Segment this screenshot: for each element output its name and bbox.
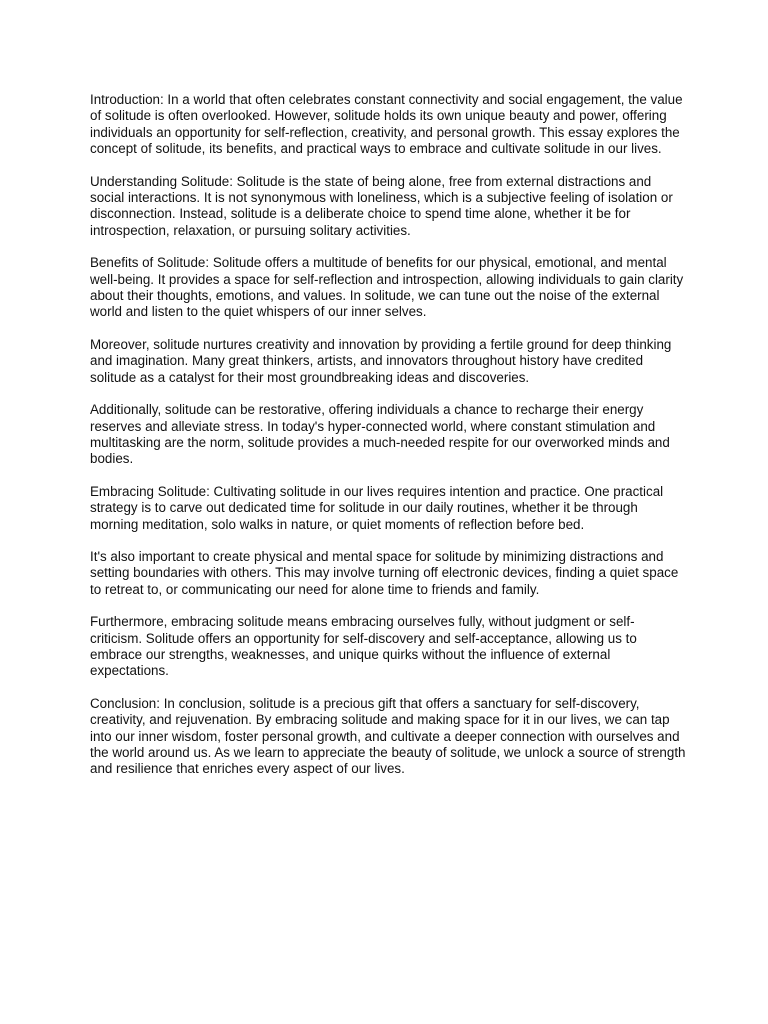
paragraph-restorative: Additionally, solitude can be restorative, offering individuals a chance to recharge their energy reserves and alleviate stress. In today's hyper-connected world, where constant stimulation and multitasking are the norm, solitude provides a much-needed respite for our overworked minds and bodies. bbox=[90, 402, 670, 467]
paragraph-conclusion: Conclusion: In conclusion, solitude is a precious gift that offers a sanctuary for self-discovery, creativity, and rejuvenation. By embracing solitude and making space for it in our lives, we can tap into our inner wisdom, foster personal growth, and cultivate a deeper connection with ourselves and the world around us. As we learn to appreciate the beauty of solitude, we unlock a source of strength and resilience that enriches every aspect of our lives. bbox=[90, 695, 686, 777]
paragraph-self-acceptance: Furthermore, embracing solitude means embracing ourselves fully, without judgment or self-criticism. Solitude offers an opportunity for self-discovery and self-acceptance, allowing us to embrace our strengths, weaknesses, and unique quirks without the influence of external expectations. bbox=[90, 614, 637, 679]
paragraph-introduction: Introduction: In a world that often celebrates constant connectivity and social engagement, the value of solitude is often overlooked. However, solitude holds its own unique beauty and power, offering individuals an opportunity for self-reflection, creativity, and personal growth. This essay explores the concept of solitude, its benefits, and practical ways to embrace and cultivate solitude in our lives. bbox=[90, 92, 683, 157]
paragraph-creativity: Moreover, solitude nurtures creativity and innovation by providing a fertile ground for deep thinking and imagination. Many great thinkers, artists, and innovators throughout history have credited solitude as a catalyst for their most groundbreaking ideas and discoveries. bbox=[90, 336, 672, 385]
paragraph-understanding-solitude: Understanding Solitude: Solitude is the state of being alone, free from external distractions and social interactions. It is not synonymous with loneliness, which is a subjective feeling of isolation or disconnection. Instead, solitude is a deliberate choice to spend time alone, whether it be for introspection, relaxation, or pursuing solitary activities. bbox=[90, 173, 673, 238]
paragraph-benefits-of-solitude: Benefits of Solitude: Solitude offers a multitude of benefits for our physical, emotional, and mental well-being. It provides a space for self-reflection and introspection, allowing individuals to gain clarity about their thoughts, emotions, and values. In solitude, we can tune out the noise of the external world and listen to the quiet whispers of our inner selves. bbox=[90, 255, 684, 320]
document-body bbox=[90, 92, 686, 794]
paragraph-embracing-solitude: Embracing Solitude: Cultivating solitude in our lives requires intention and practice. One practical strategy is to carve out dedicated time for solitude in our daily routines, whether it be through morning meditation, solo walks in nature, or quiet moments of reflection before bed. bbox=[90, 483, 664, 532]
paragraph-physical-mental-space: It's also important to create physical and mental space for solitude by minimizing distractions and setting boundaries with others. This may involve turning off electronic devices, finding a quiet space to retreat to, or communicating our need for alone time to friends and family. bbox=[90, 548, 679, 597]
